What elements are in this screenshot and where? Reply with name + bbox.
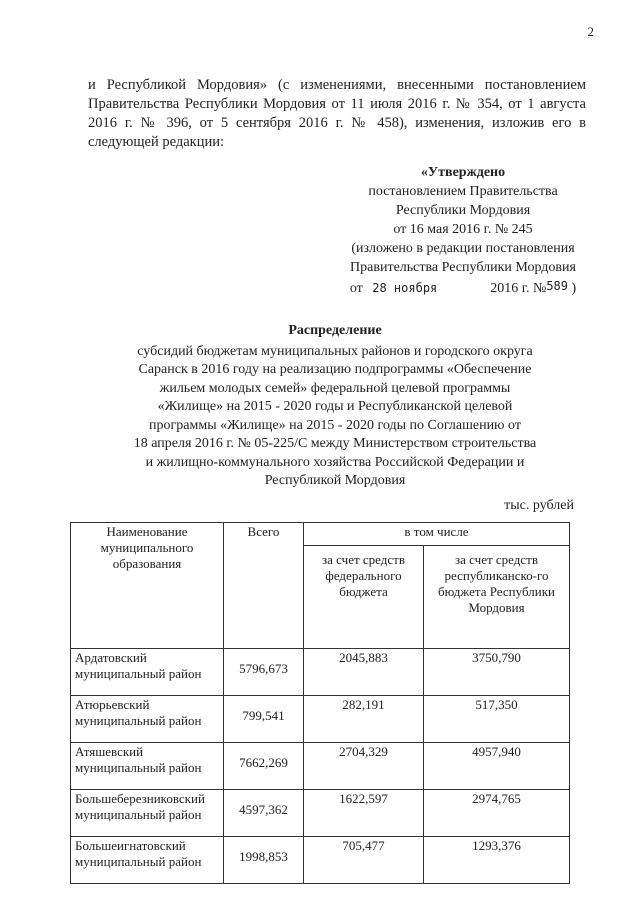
table-row xyxy=(71,837,570,884)
header-total: Всего xyxy=(224,523,304,649)
cell-republican: 4957,940 xyxy=(424,743,570,790)
cell-republican: 517,350 xyxy=(424,696,570,743)
title-line: Республикой Мордовия xyxy=(264,473,406,488)
document-title xyxy=(100,322,570,491)
subsidy-table xyxy=(70,522,570,884)
approval-line-2: Республики Мордовия xyxy=(395,203,531,218)
title-line: программы «Жилище» на 2015 - 2020 годы по Соглашению от xyxy=(149,417,521,433)
cell-total: 1998,853 xyxy=(224,837,304,884)
title-line: и жилищно-коммунального хозяйства Российской Федерации и xyxy=(145,454,525,470)
cell-federal: 705,477 xyxy=(304,837,424,884)
cell-federal: 2045,883 xyxy=(304,649,424,696)
cell-total: 799,541 xyxy=(224,696,304,743)
cell-federal: 2704,329 xyxy=(304,743,424,790)
table-row xyxy=(71,743,570,790)
approval-year: 2016 г. № xyxy=(490,281,547,296)
table-row xyxy=(71,696,570,743)
cell-total: 4597,362 xyxy=(224,790,304,837)
cell-name: Атюрьевский муниципальный район xyxy=(71,696,224,743)
cell-total: 7662,269 xyxy=(224,743,304,790)
approval-date-line xyxy=(320,277,606,298)
approval-closing: ) xyxy=(571,281,577,296)
table-row xyxy=(71,790,570,837)
approval-date-prefix: от xyxy=(349,281,363,296)
header-including: в том числе xyxy=(304,523,570,546)
title-line: субсидий бюджетам муниципальных районов и городского округа xyxy=(137,343,533,359)
cell-name: Большеберезниковский муниципальный район xyxy=(71,790,224,837)
header-name: Наименование муниципального образования xyxy=(71,523,224,649)
cell-total: 5796,673 xyxy=(224,649,304,696)
title-main: Распределение xyxy=(288,323,382,338)
title-line: «Жилище» на 2015 - 2020 годы и Республиканской целевой xyxy=(157,399,513,414)
header-republican: за счет средств республиканско-го бюджета Республики Мордовия xyxy=(424,546,570,649)
cell-name: Большеигнатовский муниципальный район xyxy=(71,837,224,884)
cell-name: Ардатовский муниципальный район xyxy=(71,649,224,696)
approval-stamp xyxy=(320,163,606,298)
table-row xyxy=(71,649,570,696)
intro-text: и Республикой Мордовия» (с изменениями, внесенными постановлением Правительства Республики Мордовия от 11 июля 2016 г. № 354, от 1 августа 2016 г. № 396, от 5 сентября 2016 г. № 458), изменения, изложив его в следующей редакции: xyxy=(88,77,586,150)
title-line: жильем молодых семей» федеральной целевой программы xyxy=(159,380,511,396)
units-label: тыс. рублей xyxy=(504,498,574,513)
approval-line-1: постановлением Правительства xyxy=(368,184,558,199)
cell-federal: 282,191 xyxy=(304,696,424,743)
title-line: 18 апреля 2016 г. № 05-225/С между Министерством строительства xyxy=(133,436,537,451)
handwritten-number: 589 xyxy=(546,279,568,293)
cell-federal: 1622,597 xyxy=(304,790,424,837)
cell-republican: 3750,790 xyxy=(424,649,570,696)
cell-republican: 1293,376 xyxy=(424,837,570,884)
title-subtitle xyxy=(100,343,570,491)
page-number: 2 xyxy=(587,24,594,39)
intro-paragraph xyxy=(88,76,586,152)
approval-line-3: от 16 мая 2016 г. № 245 xyxy=(393,222,533,237)
handwritten-date: 28 ноября xyxy=(372,281,438,295)
title-line: Саранск в 2016 году на реализацию подпрограммы «Обеспечение xyxy=(138,362,532,377)
approval-line-5: Правительства Республики Мордовия xyxy=(350,260,576,275)
cell-republican: 2974,765 xyxy=(424,790,570,837)
header-federal: за счет средств федерального бюджета xyxy=(304,546,424,649)
cell-name: Атяшевский муниципальный район xyxy=(71,743,224,790)
approval-heading: «Утверждено xyxy=(420,165,506,180)
approval-line-4: (изложено в редакции постановления xyxy=(351,241,575,256)
